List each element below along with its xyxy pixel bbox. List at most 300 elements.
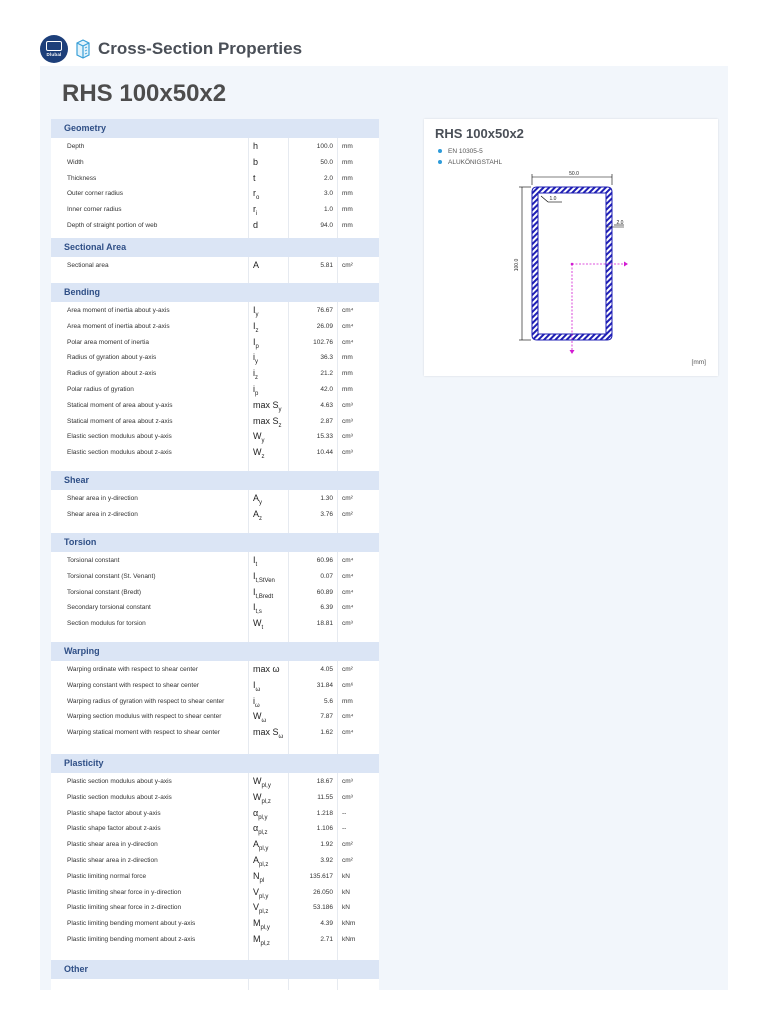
- cross-section-drawing: [424, 119, 718, 376]
- property-symbol: [253, 602, 262, 615]
- property-unit: kN: [342, 888, 350, 896]
- property-value: 135.617: [309, 872, 333, 880]
- property-row: [51, 351, 379, 366]
- property-symbol: [253, 934, 270, 947]
- symbol-main: I: [253, 305, 256, 315]
- properties-table: [51, 119, 379, 990]
- property-symbol: [253, 839, 268, 852]
- symbol-main: W: [253, 431, 262, 442]
- symbol-main: W: [253, 791, 262, 802]
- property-row: [51, 695, 379, 710]
- symbol-subscript: pl,z: [260, 940, 270, 947]
- property-symbol: [253, 368, 258, 381]
- property-value: 2.0: [323, 174, 333, 182]
- property-value: 4.05: [320, 666, 333, 673]
- cube-book-icon: [74, 39, 92, 59]
- property-unit: mm: [342, 158, 353, 166]
- property-symbol: [253, 204, 257, 217]
- property-symbol: [253, 447, 265, 460]
- property-description: Warping constant with respect to shear center: [67, 681, 199, 689]
- property-symbol: [253, 384, 258, 397]
- document-title: RHS 100x50x2: [62, 80, 227, 107]
- property-symbol: [253, 431, 265, 444]
- property-row: [51, 415, 379, 430]
- property-unit: cm⁴: [342, 604, 354, 612]
- symbol-subscript: z: [261, 453, 265, 460]
- property-value: 3.0: [323, 190, 333, 198]
- property-value: 21.2: [320, 370, 333, 378]
- property-value: 42.0: [320, 386, 333, 393]
- unit-tag: [mm]: [691, 359, 706, 366]
- property-unit: cm³: [342, 620, 353, 628]
- symbol-main: M: [253, 934, 261, 944]
- property-row: [51, 508, 379, 523]
- property-unit: cm⁴: [342, 322, 354, 330]
- property-unit: cm²: [342, 857, 353, 864]
- property-value: 1.0: [323, 206, 333, 214]
- section-title: Shear: [64, 475, 90, 485]
- property-unit: cm²: [342, 841, 353, 849]
- property-unit: mm: [342, 174, 353, 182]
- symbol-main: W: [253, 711, 262, 722]
- property-description: Torsional constant (St. Venant): [67, 572, 156, 580]
- property-row: [51, 601, 379, 616]
- symbol-subscript: pl,z: [259, 861, 269, 868]
- symbol-subscript: pl,y: [258, 814, 268, 821]
- symbol-subscript: t,Bredt: [255, 593, 274, 600]
- property-symbol: [253, 157, 258, 167]
- property-description: Area moment of inertia about z-axis: [67, 322, 170, 330]
- symbol-main: h: [253, 141, 259, 151]
- z-axis-arrow: [570, 350, 575, 354]
- section-title: Geometry: [64, 123, 107, 133]
- property-description: Warping ordinate with respect to shear center: [67, 666, 198, 673]
- property-unit: cm⁴: [342, 307, 354, 314]
- property-description: Plastic shape factor about y-axis: [67, 809, 161, 817]
- property-symbol: [253, 260, 259, 270]
- property-value: 1.62: [320, 729, 333, 737]
- property-row: [51, 710, 379, 725]
- section-preview-card: [424, 119, 718, 376]
- property-symbol: [253, 902, 268, 915]
- symbol-main: α: [253, 823, 259, 834]
- page-header-title: Cross-Section Properties: [98, 39, 303, 58]
- property-value: 31.84: [316, 681, 333, 689]
- property-row: [51, 917, 379, 932]
- symbol-main: b: [253, 156, 259, 167]
- property-unit: cm²: [342, 495, 353, 502]
- property-value: 5.6: [323, 697, 333, 705]
- property-unit: kNm: [342, 920, 356, 928]
- property-unit: cm⁴: [342, 338, 354, 346]
- symbol-subscript: ω: [255, 702, 260, 709]
- property-row: [51, 320, 379, 335]
- section-header-geometry: [51, 119, 379, 138]
- property-value: 60.96: [316, 557, 333, 564]
- property-symbol: [253, 220, 258, 230]
- symbol-main: W: [253, 776, 262, 786]
- property-description: Plastic limiting normal force: [67, 872, 147, 880]
- property-row: [51, 854, 379, 869]
- property-description: Elastic section modulus about z-axis: [67, 449, 172, 457]
- property-value: 3.76: [320, 510, 333, 518]
- property-value: 36.3: [320, 354, 333, 362]
- property-row: [51, 304, 379, 319]
- section-header-sectional-area: [51, 238, 379, 257]
- property-value: 100.0: [316, 143, 333, 150]
- property-row: [51, 663, 379, 678]
- property-description: Warping statical moment with respect to shear center: [67, 729, 220, 737]
- property-symbol: [253, 792, 271, 805]
- property-row: [51, 430, 379, 445]
- symbol-subscript: y: [259, 499, 263, 506]
- property-row: [51, 259, 379, 274]
- section-header-bending: [51, 283, 379, 302]
- property-symbol: [253, 696, 260, 709]
- symbol-main: V: [253, 886, 260, 897]
- property-row: [51, 933, 379, 948]
- property-symbol: [253, 664, 280, 674]
- symbol-main: max S: [253, 727, 279, 738]
- property-symbol: [253, 188, 259, 201]
- property-unit: mm: [342, 222, 353, 229]
- property-unit: cm³: [342, 433, 353, 441]
- property-description: Thickness: [67, 174, 97, 182]
- property-symbol: [253, 808, 268, 821]
- symbol-subscript: z: [255, 327, 259, 334]
- symbol-subscript: y: [278, 406, 282, 413]
- property-row: [51, 570, 379, 585]
- property-row: [51, 219, 379, 234]
- property-unit: cm⁴: [342, 557, 354, 564]
- property-value: 1.106: [316, 825, 333, 833]
- property-row: [51, 822, 379, 837]
- property-unit: --: [342, 825, 347, 833]
- card-title: RHS 100x50x2: [435, 126, 524, 141]
- property-symbol: [253, 352, 258, 365]
- property-symbol: [253, 918, 270, 931]
- property-value: 4.39: [320, 920, 333, 928]
- property-row: [51, 791, 379, 806]
- property-value: 26.050: [313, 888, 333, 896]
- property-unit: cm²: [342, 666, 353, 673]
- property-symbol: [253, 400, 282, 413]
- radius-dim-label: 1.0: [549, 196, 557, 202]
- symbol-subscript: pl,y: [259, 845, 269, 852]
- symbol-subscript: t,s: [255, 609, 262, 616]
- property-description: Radius of gyration about y-axis: [67, 354, 157, 362]
- property-value: 1.30: [320, 495, 333, 502]
- property-symbol: [253, 823, 268, 836]
- property-unit: cm⁶: [342, 681, 354, 689]
- symbol-main: α: [253, 807, 259, 818]
- symbol-main: max S: [253, 415, 279, 426]
- property-description: Outer corner radius: [67, 190, 123, 198]
- property-value: 1.92: [320, 841, 333, 849]
- property-unit: kNm: [342, 936, 356, 943]
- property-value: 10.44: [316, 449, 333, 457]
- property-description: Plastic limiting shear force in z-direction: [67, 904, 182, 912]
- property-value: 0.07: [320, 572, 333, 580]
- property-symbol: [253, 305, 259, 318]
- property-row: [51, 336, 379, 351]
- section-title: Other: [64, 964, 89, 974]
- symbol-subscript: pl,y: [261, 782, 271, 789]
- symbol-subscript: pl,y: [260, 924, 270, 931]
- property-row: [51, 399, 379, 414]
- property-value: 2.71: [320, 936, 333, 943]
- property-value: 15.33: [316, 433, 333, 441]
- symbol-subscript: z: [259, 515, 263, 522]
- property-unit: cm⁴: [342, 713, 354, 721]
- property-unit: cm⁴: [342, 588, 354, 596]
- width-dim-label: 50.0: [569, 171, 579, 177]
- property-description: Area moment of inertia about y-axis: [67, 307, 170, 314]
- property-row: [51, 838, 379, 853]
- symbol-main: max S: [253, 399, 279, 410]
- section-header-shear: [51, 471, 379, 490]
- symbol-main: i: [253, 384, 255, 394]
- property-symbol: [253, 571, 275, 584]
- property-symbol: [253, 587, 273, 600]
- property-unit: mm: [342, 386, 353, 393]
- property-unit: kN: [342, 904, 350, 912]
- property-unit: mm: [342, 354, 353, 362]
- property-value: 11.55: [317, 793, 333, 801]
- property-description: Plastic limiting shear force in y-direction: [67, 888, 182, 896]
- property-description: Inner corner radius: [67, 206, 122, 214]
- symbol-main: W: [253, 447, 262, 458]
- manufacturer-label: ALUKÖNIGSTAHL: [448, 159, 503, 166]
- property-description: Secondary torsional constant: [67, 604, 151, 612]
- symbol-main: i: [253, 352, 255, 363]
- property-description: Warping radius of gyration with respect to shear center: [67, 697, 225, 705]
- dlubal-logo: [40, 35, 68, 63]
- property-description: Warping section modulus with respect to shear center: [67, 713, 222, 721]
- symbol-subscript: pl,z: [258, 830, 268, 837]
- property-description: Shear area in y-direction: [67, 495, 138, 502]
- property-value: 3.92: [320, 857, 333, 864]
- property-row: [51, 870, 379, 885]
- property-description: Plastic section modulus about y-axis: [67, 778, 172, 785]
- property-value: 4.63: [320, 401, 333, 409]
- property-row: [51, 775, 379, 790]
- property-description: Plastic shape factor about z-axis: [67, 825, 161, 833]
- property-description: Shear area in z-direction: [67, 510, 138, 518]
- property-row: [51, 187, 379, 202]
- property-row: [51, 492, 379, 507]
- property-description: Depth of straight portion of web: [67, 222, 158, 229]
- property-symbol: [253, 680, 260, 693]
- property-row: [51, 156, 379, 171]
- property-unit: mm: [342, 370, 353, 378]
- property-description: Torsional constant: [67, 557, 120, 564]
- property-symbol: [253, 871, 264, 884]
- property-value: 94.0: [320, 222, 333, 229]
- property-value: 6.39: [320, 604, 333, 612]
- property-symbol: [253, 711, 266, 724]
- property-value: 26.09: [316, 322, 333, 330]
- section-header-other: [51, 960, 379, 979]
- property-description: Radius of gyration about z-axis: [67, 370, 157, 378]
- property-description: Plastic section modulus about z-axis: [67, 793, 172, 801]
- property-unit: mm: [342, 143, 353, 150]
- property-symbol: [253, 337, 259, 350]
- symbol-main: r: [253, 204, 256, 215]
- section-title: Sectional Area: [64, 242, 127, 252]
- property-unit: cm³: [342, 401, 353, 409]
- property-row: [51, 726, 379, 741]
- property-row: [51, 586, 379, 601]
- property-row: [51, 807, 379, 822]
- property-row: [51, 383, 379, 398]
- symbol-subscript: y: [255, 359, 258, 366]
- property-description: Section modulus for torsion: [67, 620, 146, 628]
- property-description: Polar area moment of inertia: [67, 338, 150, 346]
- symbol-subscript: pl,z: [261, 798, 271, 805]
- section-title: Torsion: [64, 537, 97, 547]
- property-row: [51, 901, 379, 916]
- symbol-subscript: pl,z: [259, 909, 269, 916]
- property-value: 18.67: [316, 778, 333, 785]
- symbol-main: max ω: [253, 664, 280, 674]
- property-symbol: [253, 416, 282, 429]
- symbol-subscript: z: [255, 374, 258, 381]
- symbol-subscript: p: [255, 390, 259, 397]
- symbol-subscript: pl,y: [259, 893, 269, 900]
- property-unit: cm³: [342, 793, 353, 801]
- thickness-dim-label: 2.0: [616, 220, 624, 226]
- symbol-main: W: [253, 618, 262, 629]
- standard-label: EN 10305-5: [448, 148, 483, 155]
- section-title: Bending: [64, 287, 100, 297]
- property-description: Elastic section modulus about y-axis: [67, 433, 172, 441]
- property-unit: mm: [342, 697, 353, 705]
- symbol-main: A: [253, 855, 260, 865]
- section-header-plasticity: [51, 754, 379, 773]
- symbol-subscript: ω: [278, 733, 284, 740]
- property-unit: mm: [342, 206, 353, 214]
- page-header: [40, 33, 302, 65]
- symbol-main: I: [253, 570, 256, 581]
- property-value: 5.81: [320, 262, 333, 269]
- property-row: [51, 140, 379, 155]
- section-header-warping: [51, 642, 379, 661]
- property-row: [51, 172, 379, 187]
- property-symbol: [253, 493, 262, 506]
- symbol-subscript: ω: [255, 686, 261, 693]
- symbol-main: V: [253, 902, 260, 913]
- symbol-subscript: ω: [261, 718, 267, 725]
- symbol-main: A: [253, 839, 260, 850]
- property-symbol: [253, 618, 263, 631]
- symbol-main: t: [253, 172, 256, 183]
- symbol-main: A: [253, 260, 260, 270]
- property-description: Depth: [67, 143, 85, 150]
- symbol-main: r: [253, 188, 256, 199]
- property-value: 2.87: [320, 417, 333, 425]
- property-row: [51, 679, 379, 694]
- section-title: Warping: [64, 646, 100, 656]
- property-symbol: [253, 776, 271, 789]
- property-symbol: [253, 321, 259, 334]
- symbol-subscript: p: [255, 343, 259, 350]
- height-dim-label: 100.0: [514, 258, 520, 272]
- property-value: 7.87: [320, 713, 333, 721]
- section-header-torsion: [51, 533, 379, 552]
- property-value: 53.186: [313, 904, 333, 912]
- property-description: Plastic limiting bending moment about z-axis: [67, 936, 196, 943]
- property-unit: cm²: [342, 262, 353, 269]
- property-symbol: [253, 855, 268, 868]
- property-value: 76.67: [316, 307, 333, 314]
- property-row: [51, 886, 379, 901]
- symbol-subscript: y: [255, 311, 259, 318]
- symbol-main: A: [253, 493, 260, 503]
- property-description: Plastic limiting bending moment about y-axis: [67, 920, 196, 928]
- symbol-subscript: t,StVen: [255, 577, 275, 584]
- symbol-main: i: [253, 368, 255, 379]
- property-unit: kN: [342, 872, 350, 880]
- property-value: 102.76: [313, 338, 333, 346]
- property-symbol: [253, 509, 262, 522]
- property-symbol: [253, 887, 268, 900]
- property-description: Width: [67, 158, 84, 166]
- property-unit: mm: [342, 190, 353, 198]
- property-unit: cm³: [342, 778, 353, 785]
- property-description: Sectional area: [67, 262, 109, 269]
- property-row: [51, 446, 379, 461]
- property-unit: cm⁴: [342, 729, 354, 737]
- property-description: Polar radius of gyration: [67, 386, 134, 393]
- symbol-main: I: [253, 336, 256, 347]
- symbol-main: I: [253, 602, 256, 613]
- symbol-subscript: o: [256, 195, 260, 202]
- property-description: Statical moment of area about z-axis: [67, 417, 173, 425]
- logo-text: Dlubal: [46, 52, 62, 57]
- symbol-main: I: [253, 555, 256, 565]
- symbol-main: I: [253, 679, 256, 690]
- property-value: 1.218: [316, 809, 333, 817]
- symbol-subscript: z: [278, 422, 282, 429]
- property-symbol: [253, 173, 256, 183]
- property-row: [51, 367, 379, 382]
- symbol-subscript: y: [261, 438, 265, 445]
- property-unit: --: [342, 809, 347, 817]
- symbol-main: i: [253, 695, 255, 706]
- symbol-main: I: [253, 320, 256, 331]
- symbol-main: A: [253, 508, 260, 519]
- property-unit: cm⁴: [342, 572, 354, 580]
- property-row: [51, 203, 379, 218]
- y-axis-arrow: [624, 262, 628, 267]
- property-symbol: [253, 141, 258, 151]
- property-unit: cm³: [342, 449, 353, 457]
- symbol-main: d: [253, 220, 259, 230]
- section-title: Plasticity: [64, 758, 104, 768]
- property-description: Plastic shear area in z-direction: [67, 857, 158, 864]
- symbol-main: I: [253, 586, 256, 597]
- symbol-main: N: [253, 870, 260, 881]
- property-unit: cm²: [342, 510, 353, 518]
- property-row: [51, 617, 379, 632]
- property-symbol: [253, 727, 283, 740]
- property-symbol: [253, 555, 257, 568]
- property-description: Torsional constant (Bredt): [67, 588, 142, 596]
- property-row: [51, 554, 379, 569]
- symbol-subscript: t: [261, 624, 264, 631]
- symbol-main: M: [253, 918, 261, 929]
